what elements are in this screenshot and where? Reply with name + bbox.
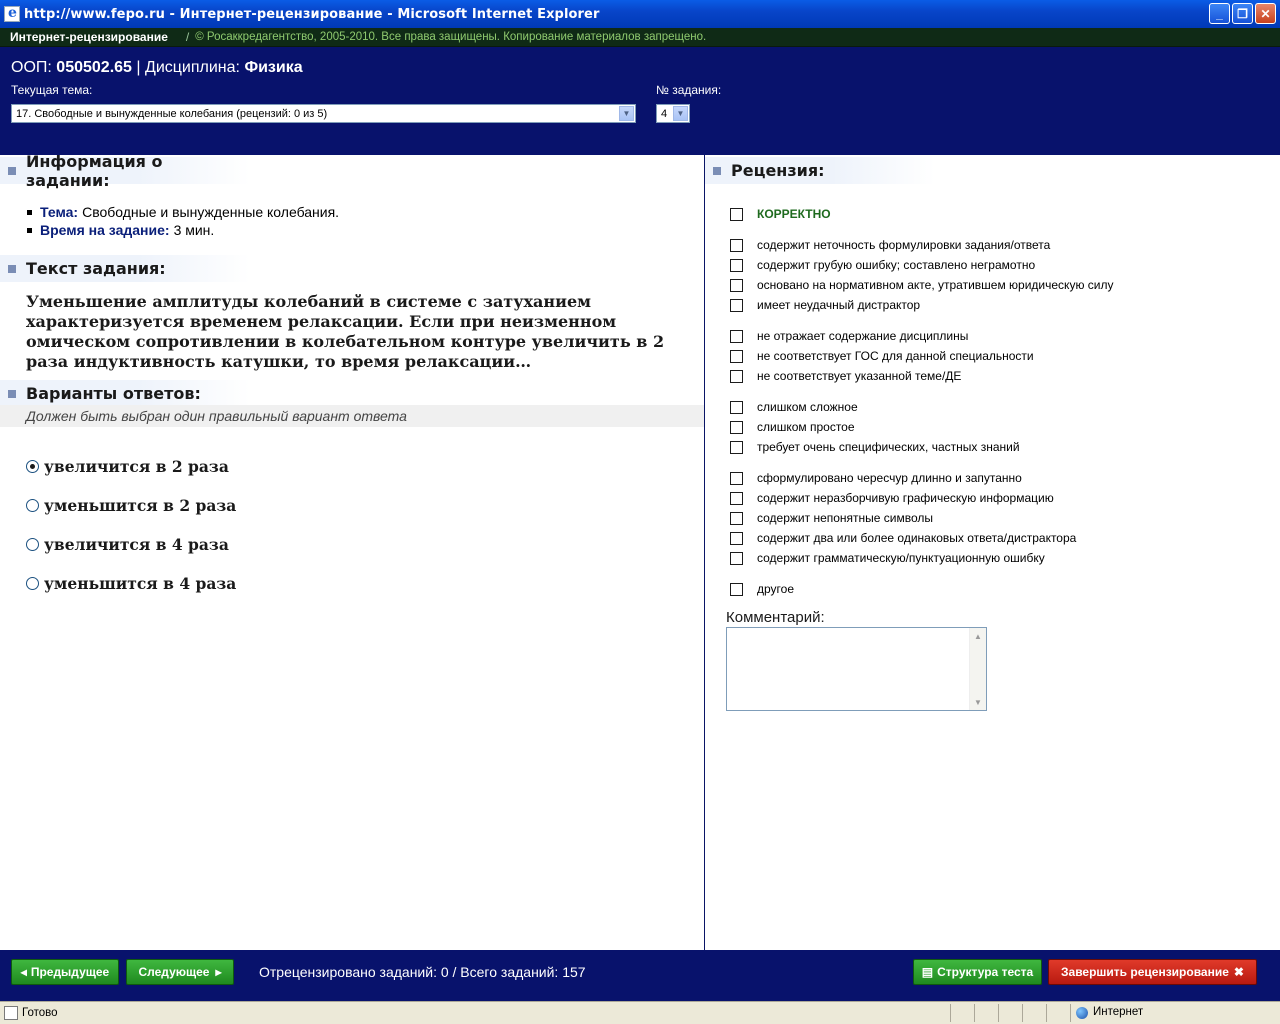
page-icon [4, 1006, 18, 1020]
task-number-label: № задания: [656, 83, 722, 97]
main-content [0, 151, 1280, 950]
topic-select[interactable] [11, 104, 636, 123]
info-time-key: Время на задание: [40, 222, 170, 238]
info-topic [27, 203, 339, 221]
status-bar [0, 1001, 1280, 1024]
review-criterion[interactable] [730, 471, 1022, 485]
site-brand: Интернет-рецензирование [10, 30, 168, 44]
correct-label: КОРРЕКТНО [757, 207, 831, 221]
review-checkbox[interactable] [730, 552, 743, 565]
review-criterion[interactable] [730, 440, 1020, 454]
review-criterion[interactable] [730, 238, 1050, 252]
review-checkbox[interactable] [730, 259, 743, 272]
review-criterion-label: слишком сложное [757, 400, 858, 414]
review-checkbox[interactable] [730, 512, 743, 525]
info-section-header [0, 151, 250, 190]
task-panel [0, 151, 704, 950]
comment-label: Комментарий: [726, 609, 825, 626]
chevron-down-icon: ▼ [673, 106, 688, 121]
review-checkbox[interactable] [730, 492, 743, 505]
prev-button[interactable] [11, 959, 119, 985]
review-criterion-label: требует очень специфических, частных знаний [757, 440, 1020, 454]
answers-hint: Должен быть выбран один правильный вариант ответа [0, 405, 704, 427]
status-divider [974, 1004, 975, 1022]
page-header [0, 47, 1280, 155]
review-heading: Рецензия: [731, 161, 825, 180]
finish-review-button[interactable] [1048, 959, 1257, 985]
answer-radio[interactable] [26, 577, 39, 590]
review-criterion[interactable] [730, 491, 1054, 505]
task-heading: Текст задания: [26, 259, 166, 278]
review-checkbox[interactable] [730, 299, 743, 312]
review-checkbox[interactable] [730, 472, 743, 485]
window-title: http://www.fepo.ru - Интернет-рецензирование - Microsoft Internet Explorer [24, 6, 600, 22]
close-icon: ✖ [1233, 965, 1244, 979]
correct-checkbox[interactable] [730, 208, 743, 221]
section-bullet-icon [8, 167, 16, 175]
review-criterion-label: сформулировано чересчур длинно и запутанно [757, 471, 1022, 485]
review-criterion[interactable] [730, 511, 933, 525]
site-copyright: © Росаккредагентство, 2005-2010. Все права защищены. Копирование материалов запрещено. [195, 31, 707, 43]
scroll-down-icon[interactable]: ▼ [974, 697, 982, 707]
answer-radio[interactable] [26, 460, 39, 473]
review-criterion-label: имеет неудачный дистрактор [757, 298, 921, 312]
review-criterion[interactable] [730, 420, 855, 434]
review-checkbox[interactable] [730, 370, 743, 383]
review-checkbox[interactable] [730, 350, 743, 363]
review-checkbox[interactable] [730, 441, 743, 454]
info-topic-value: Свободные и вынужденные колебания. [82, 204, 340, 220]
page-footer [0, 950, 1280, 1001]
test-structure-button[interactable] [913, 959, 1042, 985]
review-criterion[interactable] [730, 258, 1035, 272]
review-criterion[interactable] [730, 349, 1034, 363]
oop-label: ООП: [11, 59, 52, 76]
maximize-button[interactable]: ❐ [1232, 3, 1253, 24]
minimize-button[interactable]: _ [1209, 3, 1230, 24]
review-checkbox[interactable] [730, 239, 743, 252]
review-criterion-label: не соответствует ГОС для данной специальности [757, 349, 1034, 363]
review-criterion[interactable] [730, 531, 1076, 545]
review-panel [705, 155, 1280, 950]
review-criterion-label: слишком простое [757, 420, 855, 434]
status-divider [950, 1004, 951, 1022]
discipline-value: Физика [244, 59, 303, 76]
answer-label: увеличится в 2 раза [44, 457, 229, 476]
review-checkbox[interactable] [730, 421, 743, 434]
close-button[interactable]: ✕ [1255, 3, 1276, 24]
ie-icon [4, 6, 20, 22]
section-bullet-icon [713, 167, 721, 175]
finish-review-label: Завершить рецензирование [1061, 965, 1229, 979]
answer-radio[interactable] [26, 499, 39, 512]
review-criterion-label: содержит неразборчивую графическую информацию [757, 491, 1054, 505]
review-checkbox[interactable] [730, 583, 743, 596]
answers-heading: Варианты ответов: [26, 384, 201, 403]
review-checkbox[interactable] [730, 279, 743, 292]
oop-value: 050502.65 [56, 59, 132, 76]
site-separator: / [185, 30, 190, 44]
status-divider [1070, 1004, 1071, 1022]
globe-icon [1076, 1007, 1088, 1019]
window-controls [1209, 3, 1276, 24]
arrow-left-icon: ◂ [20, 965, 27, 979]
next-button[interactable] [126, 959, 234, 985]
section-bullet-icon [8, 390, 16, 398]
review-checkbox[interactable] [730, 401, 743, 414]
review-criterion-label: не соответствует указанной теме/ДЕ [757, 369, 962, 383]
review-criterion[interactable] [730, 582, 794, 596]
info-heading: Информация о задании: [25, 151, 163, 190]
review-criterion-label: содержит грубую ошибку; составлено неграмотно [757, 258, 1036, 272]
review-criterion-label: содержит неточность формулировки задания/ответа [757, 238, 1051, 252]
status-divider [1022, 1004, 1023, 1022]
arrow-right-icon: ▸ [215, 965, 222, 979]
answers-section-header [0, 380, 250, 407]
review-criterion[interactable] [730, 551, 1045, 565]
answer-option[interactable] [26, 535, 229, 554]
answer-label: увеличится в 4 раза [44, 535, 229, 554]
review-criterion[interactable] [730, 400, 858, 414]
window-titlebar [0, 0, 1280, 28]
answer-option[interactable] [26, 574, 236, 593]
review-criterion-label: не отражает содержание дисциплины [757, 329, 969, 343]
answer-label: уменьшится в 2 раза [44, 496, 237, 515]
list-icon: ▤ [921, 965, 934, 979]
review-section-header [705, 157, 935, 184]
task-section-header [0, 255, 250, 282]
section-bullet-icon [8, 265, 16, 273]
task-number-value: 4 [661, 107, 668, 120]
info-time [27, 221, 339, 239]
comment-scrollbar[interactable] [969, 628, 986, 710]
review-checkbox[interactable] [730, 330, 743, 343]
status-divider [998, 1004, 999, 1022]
review-checkbox[interactable] [730, 532, 743, 545]
topic-label: Текущая тема: [11, 83, 93, 97]
info-topic-key: Тема: [40, 204, 79, 220]
status-divider [1046, 1004, 1047, 1022]
oop-line [11, 59, 303, 77]
prev-button-label: Предыдущее [30, 965, 110, 979]
test-structure-label: Структура теста [937, 965, 1034, 979]
task-text: Уменьшение амплитуды колебаний в системе с затуханием характеризуется временем релаксации. Если при неизменном омическом сопротивлении в колебательном контуре увеличить в 2 раза индуктивность катушки, то время релаксации… [26, 292, 665, 371]
info-list [27, 203, 339, 239]
task-number-select[interactable] [656, 104, 690, 123]
review-criterion-label: содержит два или более одинаковых ответа/дистрактора [757, 531, 1077, 545]
review-criterion-label: другое [757, 582, 795, 596]
review-criterion[interactable] [730, 298, 920, 312]
review-criterion[interactable] [730, 329, 968, 343]
chevron-down-icon: ▼ [619, 106, 634, 121]
next-button-label: Следующее [138, 965, 210, 979]
info-time-value: 3 мин. [173, 222, 215, 238]
answer-radio[interactable] [26, 538, 39, 551]
answer-label: уменьшится в 4 раза [44, 574, 237, 593]
site-strip [0, 28, 1280, 47]
review-criterion[interactable] [730, 278, 1113, 292]
review-stats: Отрецензировано заданий: 0 / Всего заданий: 157 [259, 964, 586, 980]
review-criterion-label: содержит грамматическую/пунктуационную ошибку [757, 551, 1045, 565]
scroll-up-icon[interactable]: ▲ [974, 631, 982, 641]
status-text: Готово [22, 1007, 58, 1019]
answer-option[interactable] [26, 496, 236, 515]
security-zone: Интернет [1093, 1006, 1144, 1018]
discipline-label: | Дисциплина: [136, 59, 240, 76]
review-criterion[interactable] [730, 369, 961, 383]
review-criterion-label: содержит непонятные символы [757, 511, 934, 525]
correct-checkbox-row[interactable] [730, 207, 831, 221]
review-criterion-label: основано на нормативном акте, утратившем юридическую силу [757, 278, 1114, 292]
answer-option[interactable] [26, 457, 229, 476]
comment-textarea[interactable] [726, 627, 987, 711]
topic-select-value: 17. Свободные и вынужденные колебания (рецензий: 0 из 5) [16, 107, 328, 120]
